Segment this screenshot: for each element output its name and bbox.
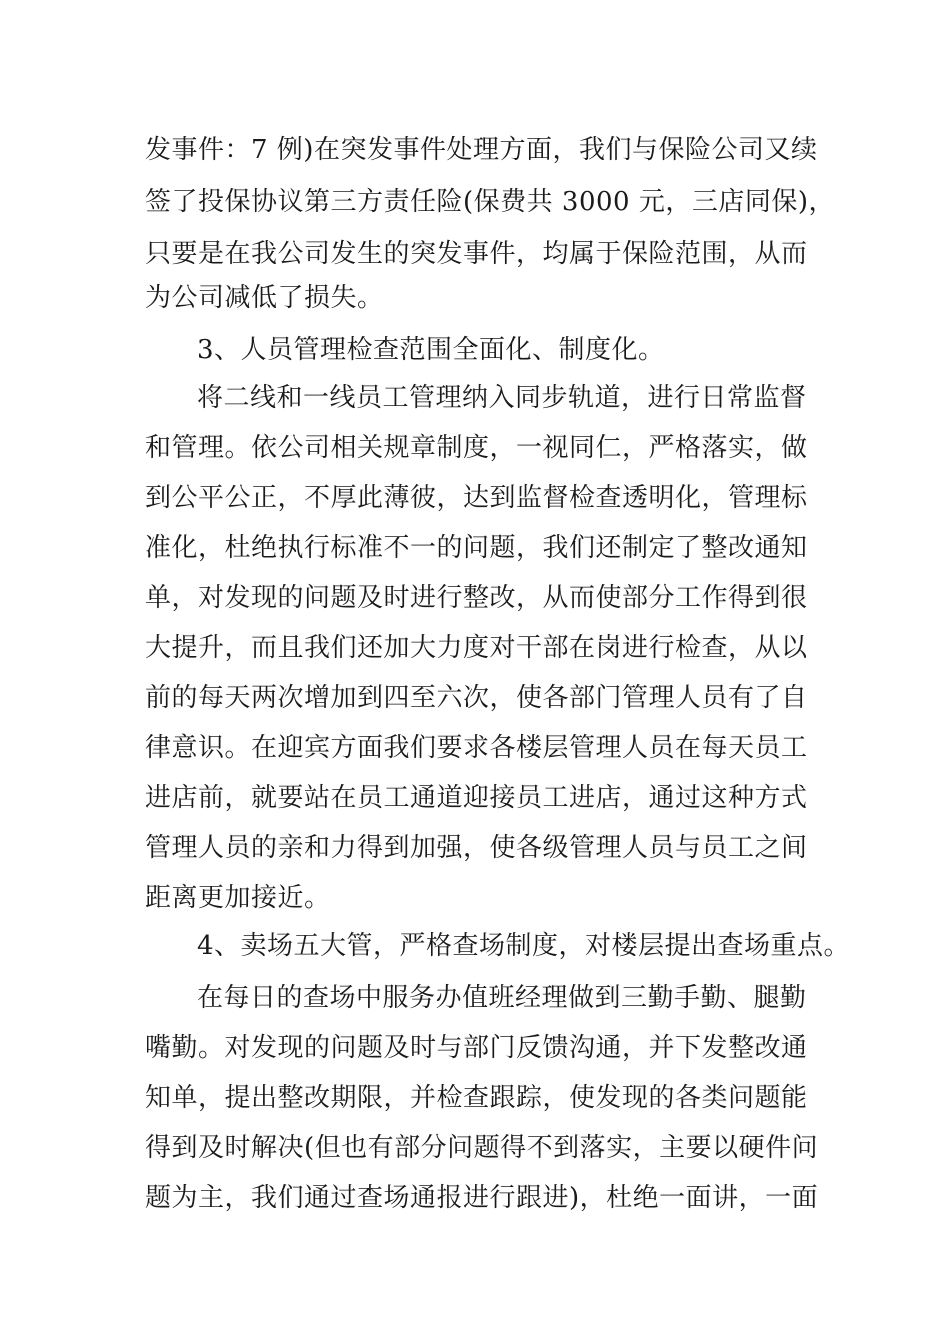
text-line: 进店前，就要站在员工通道迎接员工进店，通过这种方式	[145, 783, 808, 813]
text-line: 准化，杜绝执行标准不一的问题，我们还制定了整改通知	[145, 533, 808, 563]
text-line: 到公平公正，不厚此薄彼，达到监督检查透明化，管理标	[145, 483, 808, 513]
text-line: 在每日的查场中服务办值班经理做到三勤手勤、腿勤	[197, 983, 807, 1013]
text-line: 律意识。在迎宾方面我们要求各楼层管理人员在每天员工	[145, 733, 808, 763]
text-line: 管理人员的亲和力得到加强，使各级管理人员与员工之间	[145, 833, 808, 863]
text-line: 知单，提出整改期限，并检查跟踪，使发现的各类问题能	[145, 1083, 808, 1113]
text-line: 为公司减低了损失。	[145, 283, 384, 313]
section-heading: 3、人员管理检查范围全面化、制度化。	[197, 335, 665, 365]
text-line: 只要是在我公司发生的突发事件，均属于保险范围，从而	[145, 239, 808, 269]
text-line: 距离更加接近。	[145, 883, 331, 913]
text-line: 题为主，我们通过查场通报进行跟进)，杜绝一面讲，一面	[145, 1183, 819, 1213]
text-line: 得到及时解决(但也有部分问题得不到落实，主要以硬件问	[145, 1133, 819, 1163]
text-line: 嘴勤。对发现的问题及时与部门反馈沟通，并下发整改通	[145, 1033, 808, 1063]
text-line: 大提升，而且我们还加大力度对干部在岗进行检查，从以	[145, 633, 808, 663]
section-heading: 4、卖场五大管，严格查场制度，对楼层提出查场重点。	[197, 931, 851, 961]
text-line: 发事件：7 例)在突发事件处理方面，我们与保险公司又续	[145, 135, 818, 165]
text-line: 签了投保协议第三方责任险(保费共 3000 元，三店同保)，	[145, 187, 835, 217]
text-line: 前的每天两次增加到四至六次，使各部门管理人员有了自	[145, 683, 808, 713]
text-line: 和管理。依公司相关规章制度，一视同仁，严格落实，做	[145, 433, 808, 463]
text-line: 将二线和一线员工管理纳入同步轨道，进行日常监督	[197, 383, 807, 413]
text-line: 单，对发现的问题及时进行整改，从而使部分工作得到很	[145, 583, 808, 613]
